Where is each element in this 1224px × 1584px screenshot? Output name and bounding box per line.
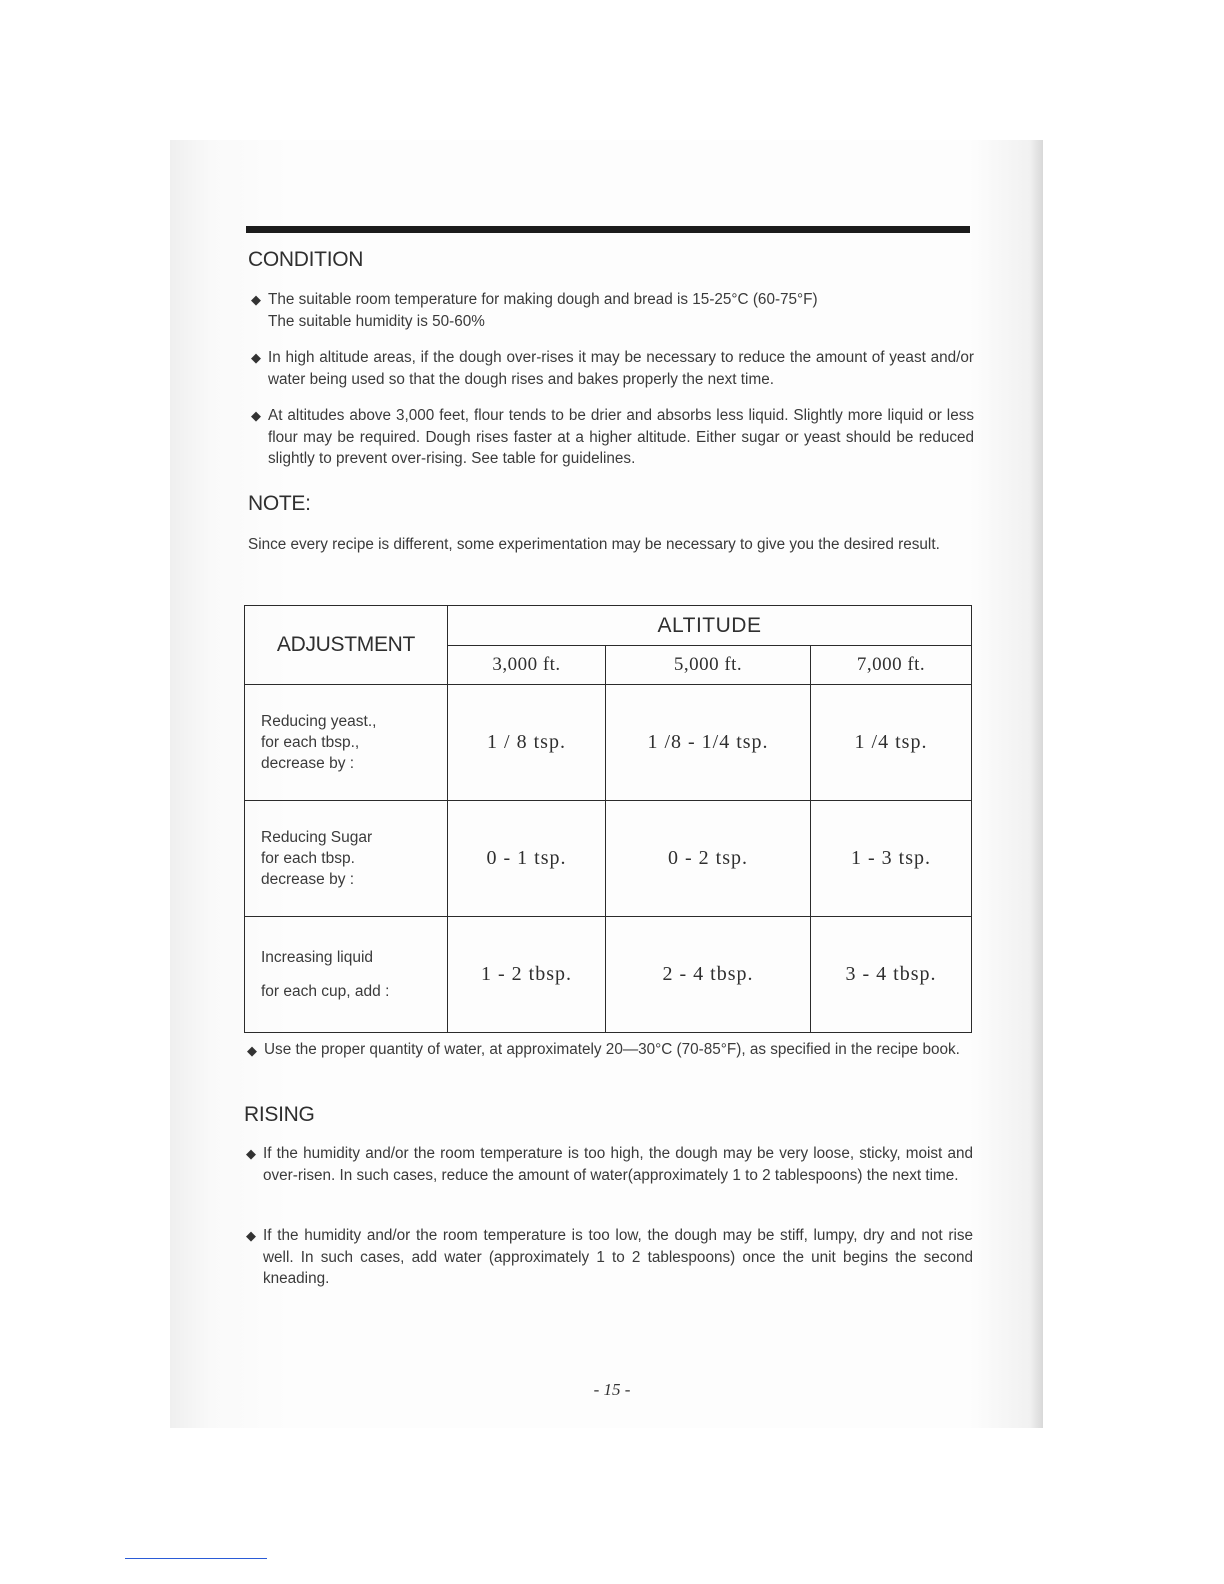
condition-bullet-1: [268, 289, 968, 332]
bullet-icon: ◆: [247, 1043, 257, 1058]
row-label-line: Increasing liquid: [261, 948, 374, 966]
condition-bullet-1-line-2: The suitable humidity is 50-60%: [268, 312, 485, 330]
cell-value: 3 - 4 tbsp.: [811, 917, 972, 1033]
altitude-7000: 7,000 ft.: [811, 646, 972, 685]
row-label-line: for each cup, add :: [261, 982, 390, 1000]
cell-value: 1 - 2 tbsp.: [448, 917, 606, 1033]
rising-bullet-2: If the humidity and/or the room temperature is too low, the dough may be stiff, lumpy, dry and not rise well. In such cases, add water (approximately 1 to 2 tablespoons) once the unit begins the second kneading.: [263, 1227, 973, 1287]
altitude-3000: 3,000 ft.: [448, 646, 606, 685]
bullet-icon: ◆: [251, 408, 261, 423]
link-underline: [125, 1558, 267, 1559]
water-note: Use the proper quantity of water, at approximately 20—30°C (70-85°F), as specified in the recipe book.: [264, 1041, 960, 1058]
condition-bullet-1-line-1: The suitable room temperature for making dough and bread is 15-25°C (60-75°F): [268, 291, 818, 308]
altitude-header: ALTITUDE: [448, 606, 972, 646]
cell-value: 0 - 1 tsp.: [448, 801, 606, 917]
altitude-table: [244, 605, 972, 1033]
rising-bullet-1: If the humidity and/or the room temperature is too high, the dough may be very loose, sticky, moist and over-risen. In such cases, reduce the amount of water(approximately 1 to 2 tablespoons) the next time.: [263, 1145, 973, 1184]
row-label-line: for each tbsp.: [261, 850, 355, 867]
table-row: [245, 917, 972, 1033]
row-label-liquid: [245, 917, 448, 1033]
cell-value: 2 - 4 tbsp.: [606, 917, 811, 1033]
table-row: [245, 801, 972, 917]
row-label-line: decrease by :: [261, 755, 355, 772]
row-label-line: Reducing yeast.,: [261, 713, 377, 730]
cell-value: 1 /8 - 1/4 tsp.: [606, 685, 811, 801]
note-heading: NOTE:: [248, 492, 311, 515]
cell-value: 1 /4 tsp.: [811, 685, 972, 801]
row-label-yeast: [245, 685, 448, 801]
rising-heading: RISING: [244, 1103, 315, 1126]
top-rule: [246, 226, 970, 233]
table-row: [245, 685, 972, 801]
row-label-line: for each tbsp.,: [261, 734, 360, 751]
row-label-line: Reducing Sugar: [261, 829, 373, 846]
adjustment-header: ADJUSTMENT: [245, 606, 448, 685]
condition-bullet-3: At altitudes above 3,000 feet, flour tends to be drier and absorbs less liquid. Slightly more liquid or less flour may be required. Dough rises faster at a higher altitude. Either sugar or yeast should be reduced slightly to prevent over-rising. See table for guidelines.: [268, 407, 974, 467]
altitude-5000: 5,000 ft.: [606, 646, 811, 685]
cell-value: 1 - 3 tsp.: [811, 801, 972, 917]
bullet-icon: ◆: [251, 350, 261, 365]
cell-value: 0 - 2 tsp.: [606, 801, 811, 917]
row-label-line: decrease by :: [261, 871, 355, 888]
note-text: Since every recipe is different, some experimentation may be necessary to give you the desired result.: [248, 536, 940, 553]
bullet-icon: ◆: [251, 292, 261, 307]
page-number: - 15 -: [593, 1380, 631, 1399]
row-label-sugar: [245, 801, 448, 917]
bullet-icon: ◆: [246, 1228, 256, 1243]
cell-value: 1 / 8 tsp.: [448, 685, 606, 801]
condition-heading: CONDITION: [248, 248, 364, 271]
condition-bullet-2: In high altitude areas, if the dough over-rises it may be necessary to reduce the amount of yeast and/or water being used so that the dough rises and bakes properly the next time.: [268, 349, 974, 388]
bullet-icon: ◆: [246, 1146, 256, 1161]
